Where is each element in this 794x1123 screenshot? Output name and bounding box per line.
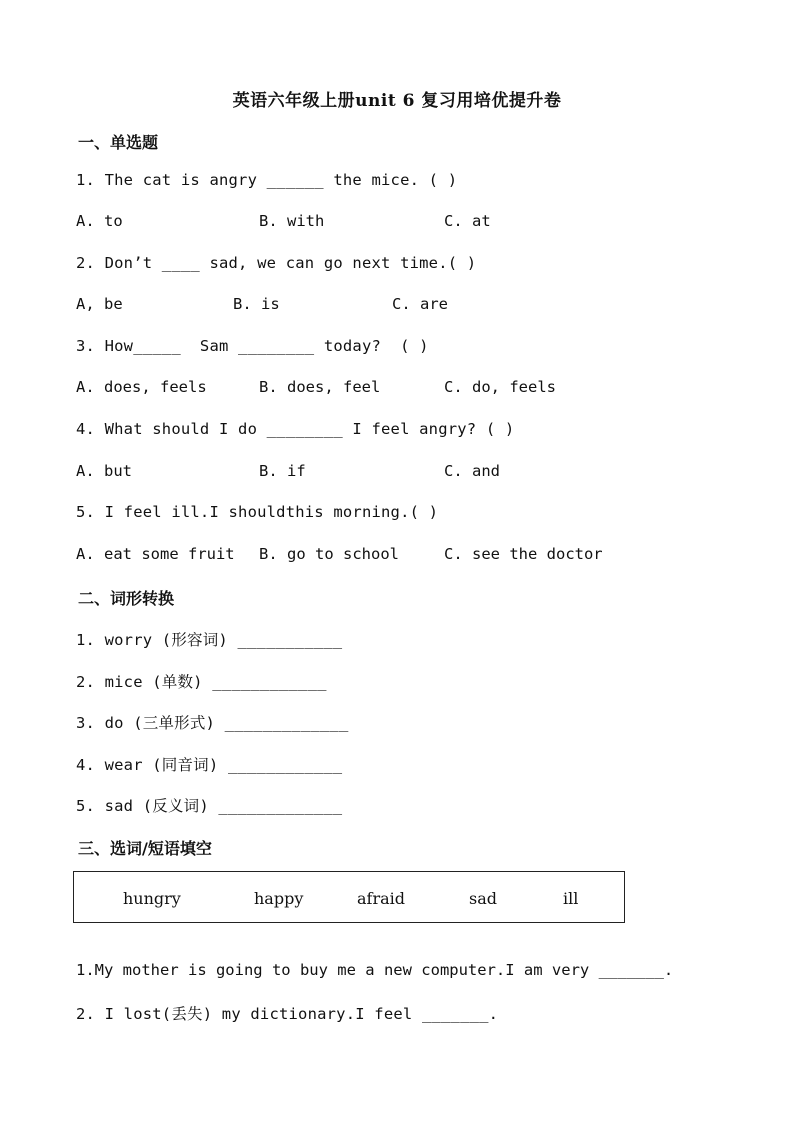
fill-sentence-2: 2. I lost(丢失) my dictionary.I feel _______. <box>76 1005 499 1023</box>
word-bank-item: ill <box>563 889 579 908</box>
question-3-options <box>76 378 776 400</box>
question-2-options <box>76 295 776 317</box>
section-heading-single-choice: 一、单选题 <box>78 133 159 152</box>
question-4: 4. What should I do ________ I feel angry? ( ) <box>76 420 515 438</box>
option-a: A, be <box>76 295 123 313</box>
option-a: A. does, feels <box>76 378 207 396</box>
word-bank-item: sad <box>469 889 497 908</box>
word-form-item-2: 2. mice (单数) ____________ <box>76 673 327 691</box>
word-form-item-3: 3. do (三单形式) _____________ <box>76 714 349 732</box>
option-c: C. at <box>444 212 491 230</box>
word-bank-item: afraid <box>357 889 406 908</box>
option-b: B. with <box>259 212 325 230</box>
question-4-options <box>76 462 776 484</box>
option-c: C. do, feels <box>444 378 556 396</box>
option-c: C. are <box>392 295 448 313</box>
option-b: B. is <box>233 295 280 313</box>
option-c: C. and <box>444 462 500 480</box>
question-2: 2. Don’t ____ sad, we can go next time.( ) <box>76 254 477 272</box>
question-5-options <box>76 545 776 567</box>
option-b: B. does, feel <box>259 378 381 396</box>
question-3: 3. How_____ Sam ________ today? ( ) <box>76 337 429 355</box>
section-heading-fill-blanks: 三、选词/短语填空 <box>78 839 212 858</box>
option-a: A. eat some fruit <box>76 545 235 563</box>
option-a: A. but <box>76 462 132 480</box>
option-b: B. go to school <box>259 545 399 563</box>
page-title: 英语六年级上册unit 6 复习用培优提升卷 <box>232 91 562 111</box>
word-form-item-5: 5. sad (反义词) _____________ <box>76 797 343 815</box>
option-b: B. if <box>259 462 306 480</box>
question-1: 1. The cat is angry ______ the mice. ( ) <box>76 171 458 189</box>
word-form-item-1: 1. worry (形容词) ___________ <box>76 631 343 649</box>
fill-sentence-1: 1.My mother is going to buy me a new computer.I am very _______. <box>76 961 674 979</box>
word-bank-box <box>73 871 625 923</box>
word-form-item-4: 4. wear (同音词) ____________ <box>76 756 343 774</box>
option-a: A. to <box>76 212 123 230</box>
section-heading-word-forms: 二、词形转换 <box>78 589 175 608</box>
option-c: C. see the doctor <box>444 545 603 563</box>
question-5: 5. I feel ill.I shouldthis morning.( ) <box>76 503 439 521</box>
question-1-options <box>76 212 776 234</box>
word-bank-item: hungry <box>123 889 181 908</box>
word-bank-item: happy <box>254 889 304 908</box>
